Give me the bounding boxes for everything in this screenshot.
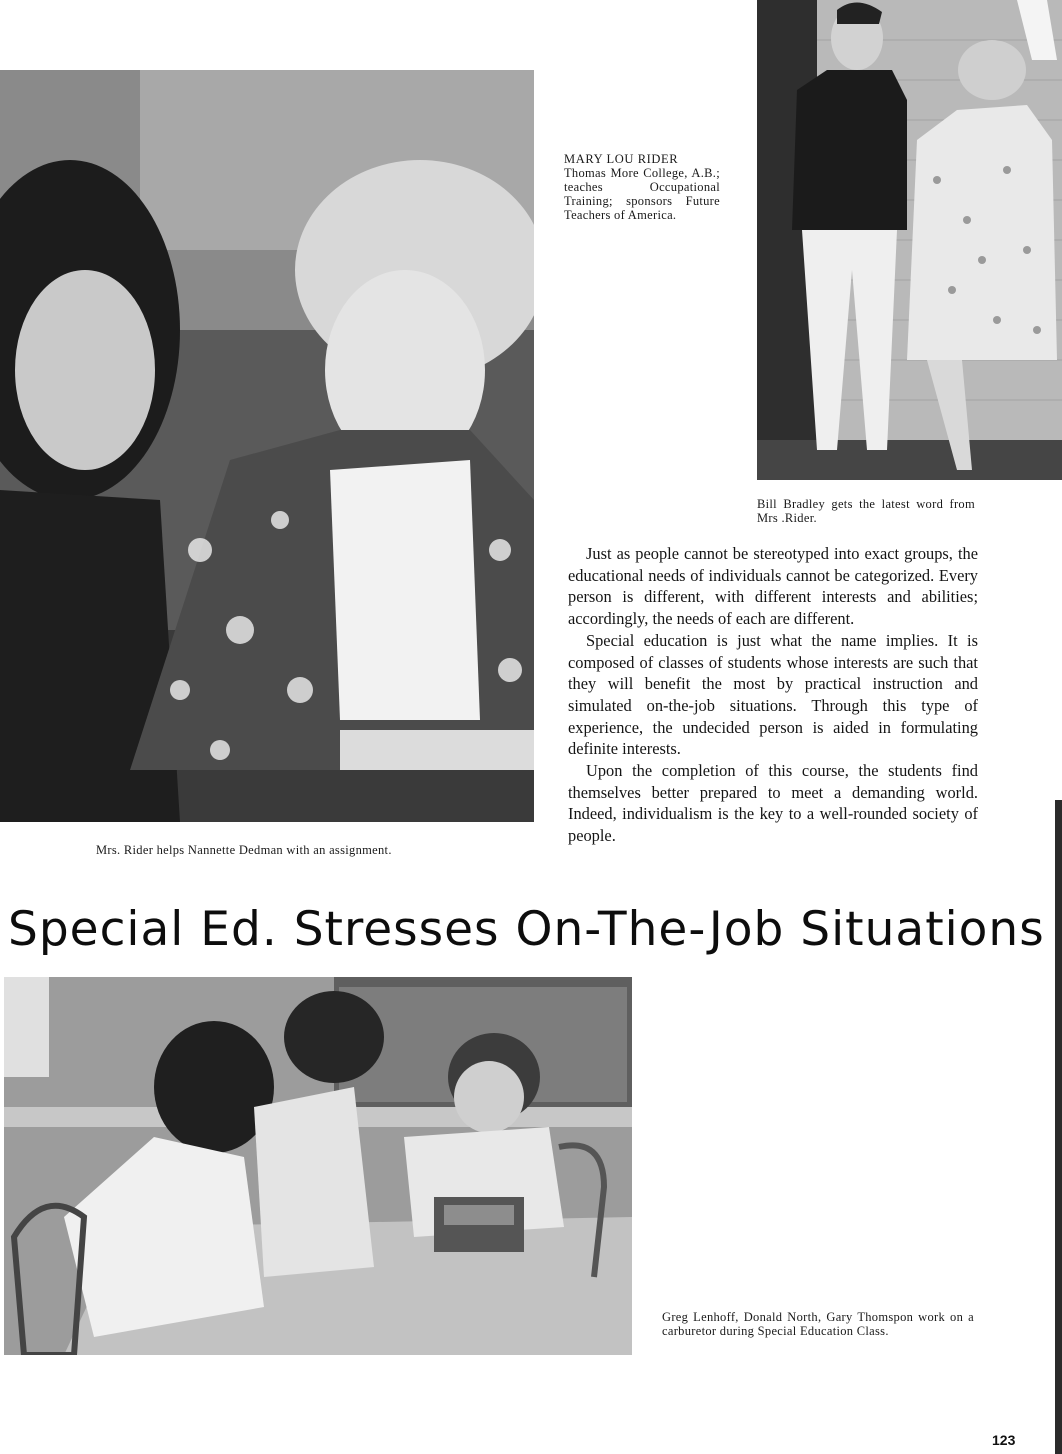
caption-desk-photo: Mrs. Rider helps Nannette Dedman with an assignment. xyxy=(96,843,392,857)
article-paragraph: Just as people cannot be stereotyped into exact groups, the educational needs of individuals cannot be categorized. Every person is different, with different interests and abilities; accordingly, the needs of each are different. xyxy=(568,544,978,629)
caption-hallway-photo: Bill Bradley gets the latest word from Mrs .Rider. xyxy=(757,497,975,525)
teacher-details: Thomas More College, A.B.; teaches Occupational Training; sponsors Future Teachers of America. xyxy=(564,166,720,222)
page-headline: Special Ed. Stresses On-The-Job Situations xyxy=(8,902,1045,957)
scan-edge-shadow xyxy=(1055,800,1062,1454)
teacher-name: MARY LOU RIDER xyxy=(564,152,679,166)
photo-teacher-helping-student xyxy=(0,70,534,822)
caption-carburetor-photo: Greg Lenhoff, Donald North, Gary Thomspon work on a carburetor during Special Education Class. xyxy=(662,1310,974,1338)
photo-students-carburetor xyxy=(4,977,632,1355)
article-body xyxy=(568,543,978,847)
page-number: 123 xyxy=(992,1432,1016,1448)
teacher-bio xyxy=(564,152,720,222)
photo-student-and-teacher-hallway xyxy=(757,0,1062,480)
article-paragraph: Special education is just what the name implies. It is composed of classes of students whose interests are such that they will benefit the most by practical instruction and simulated on-the-job situations. Through this type of experience, the undecided person is aided in formulating definite interests. xyxy=(568,630,978,759)
article-paragraph: Upon the completion of this course, the students find themselves better prepared to meet a demanding world. Indeed, individualism is the key to a well-rounded society of people. xyxy=(568,761,978,846)
